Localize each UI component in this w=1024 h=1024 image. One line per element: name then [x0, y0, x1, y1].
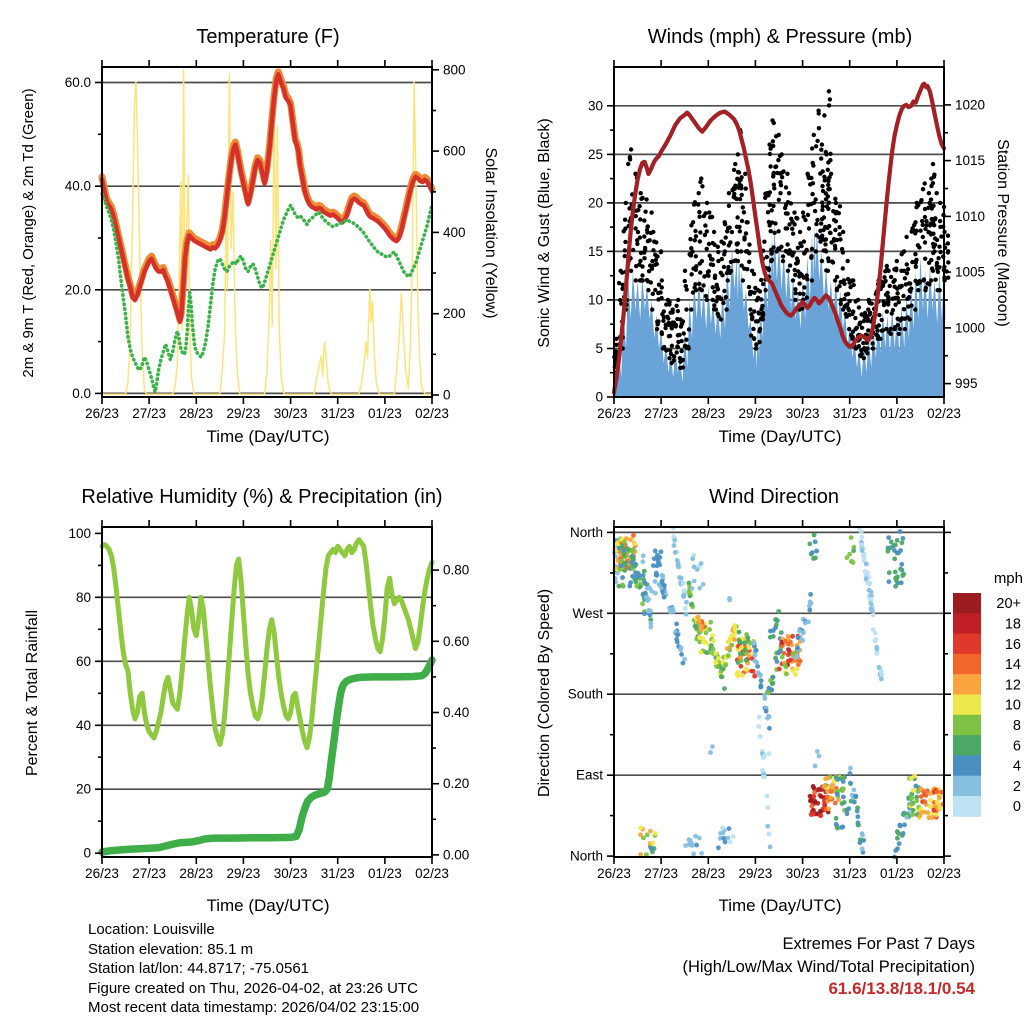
total-precip-line [102, 660, 432, 852]
svg-text:30/23: 30/23 [273, 866, 308, 881]
svg-text:800: 800 [443, 62, 466, 78]
recent-timestamp: Most recent data timestamp: 2026/04/02 23:15:00 [88, 999, 420, 1016]
humidity-ylabel-left: Percent & Total Rainfall [24, 610, 41, 777]
speed-colorbar [953, 570, 1023, 817]
svg-text:600: 600 [443, 143, 466, 159]
axis-ticks [95, 520, 439, 864]
svg-text:10: 10 [1004, 697, 1021, 714]
gridlines [102, 83, 432, 394]
svg-text:East: East [575, 767, 603, 783]
svg-text:28/23: 28/23 [179, 866, 214, 881]
direction-dots [612, 526, 946, 860]
winds-pressure-chart [512, 0, 1024, 460]
temperature-ylabel-right: Solar Insolation (Yellow) [482, 147, 499, 319]
tick-labels [68, 526, 469, 881]
svg-text:16: 16 [1004, 636, 1021, 653]
svg-text:South: South [567, 686, 603, 702]
humidity-precip-xlabel: Time (Day/UTC) [206, 896, 330, 915]
svg-text:18: 18 [1004, 616, 1021, 633]
svg-text:0: 0 [595, 389, 603, 405]
svg-text:5: 5 [595, 341, 603, 356]
svg-text:30/23: 30/23 [273, 406, 308, 421]
svg-text:02/23: 02/23 [415, 406, 449, 421]
svg-text:20.0: 20.0 [64, 282, 91, 298]
direction-ylabel-left: Direction (Colored By Speed) [536, 588, 553, 798]
svg-text:27/23: 27/23 [644, 866, 678, 881]
station-location: Location: Louisville [88, 921, 215, 938]
series-layer [102, 70, 432, 394]
svg-text:25: 25 [587, 146, 603, 162]
winds-ylabel-left: Sonic Wind & Gust (Blue, Black) [536, 118, 553, 348]
svg-text:31/23: 31/23 [832, 406, 867, 421]
svg-text:29/23: 29/23 [226, 406, 261, 421]
svg-text:30/23: 30/23 [785, 866, 820, 881]
svg-text:0.20: 0.20 [443, 776, 470, 792]
axis-ticks [607, 520, 951, 864]
extremes-block [512, 933, 975, 1001]
svg-text:02/23: 02/23 [927, 406, 961, 421]
station-latlon: Station lat/lon: 44.8717; -75.0561 [88, 960, 310, 977]
svg-text:28/23: 28/23 [179, 406, 214, 421]
svg-text:1020: 1020 [955, 97, 986, 113]
svg-text:26/23: 26/23 [597, 406, 631, 421]
svg-text:26/23: 26/23 [597, 866, 631, 881]
pressure-ylabel-right: Station Pressure (Maroon) [994, 139, 1011, 327]
station-info [88, 920, 419, 1018]
t9m-line [102, 72, 432, 320]
svg-text:30: 30 [587, 98, 603, 114]
wind-direction-xlabel: Time (Day/UTC) [718, 896, 842, 915]
plot-frame [102, 67, 432, 397]
extremes-subtitle: (High/Low/Max Wind/Total Precipitation) [682, 957, 975, 976]
svg-text:2: 2 [1012, 778, 1021, 795]
svg-text:0.0: 0.0 [72, 385, 91, 401]
figure-created: Figure created on Thu, 2026-04-02, at 23:26 UTC [88, 979, 418, 997]
svg-text:0.80: 0.80 [443, 562, 470, 578]
svg-text:28/23: 28/23 [691, 406, 726, 421]
svg-text:8: 8 [1012, 717, 1021, 734]
svg-text:100: 100 [68, 525, 91, 541]
temperature-title: Temperature (F) [196, 26, 340, 48]
svg-text:27/23: 27/23 [132, 406, 166, 421]
temperature-xlabel: Time (Day/UTC) [206, 427, 330, 446]
series-layer [102, 540, 432, 852]
svg-text:20: 20 [75, 781, 91, 797]
svg-text:1000: 1000 [955, 320, 986, 336]
svg-text:27/23: 27/23 [132, 866, 166, 881]
svg-text:60: 60 [75, 653, 91, 669]
series-layer [612, 84, 950, 397]
svg-text:6: 6 [1012, 738, 1021, 755]
svg-text:27/23: 27/23 [644, 406, 678, 421]
winds-pressure-xlabel: Time (Day/UTC) [718, 427, 842, 446]
svg-text:0: 0 [443, 387, 451, 403]
relative-humidity-line [102, 540, 432, 748]
humidity-precip-chart [0, 460, 512, 920]
svg-text:995: 995 [955, 376, 978, 392]
wind-direction-chart [512, 460, 1024, 920]
svg-text:20: 20 [587, 195, 603, 211]
colorbar-title: mph [993, 570, 1023, 587]
temperature-ylabel-left: 2m & 9m T (Red, Orange) & 2m Td (Green) [20, 88, 37, 378]
svg-text:01/23: 01/23 [368, 866, 402, 881]
wind-direction-title: Wind Direction [708, 486, 840, 508]
plot-frame [102, 527, 432, 857]
svg-text:80: 80 [75, 589, 91, 605]
svg-text:29/23: 29/23 [738, 866, 773, 881]
svg-text:28/23: 28/23 [691, 866, 726, 881]
svg-text:30/23: 30/23 [785, 406, 820, 421]
svg-text:29/23: 29/23 [226, 866, 261, 881]
svg-text:North: North [569, 524, 603, 540]
temperature-chart [0, 0, 512, 460]
extremes-values: 61.6/13.8/18.1/0.54 [828, 979, 975, 998]
svg-text:North: North [569, 848, 603, 864]
station-elevation: Station elevation: 85.1 m [88, 940, 254, 958]
t2m-line [102, 74, 432, 322]
svg-text:31/23: 31/23 [832, 866, 867, 881]
svg-text:0: 0 [1012, 799, 1021, 816]
svg-text:40: 40 [75, 717, 91, 733]
svg-text:1005: 1005 [955, 264, 986, 280]
svg-text:60.0: 60.0 [64, 75, 91, 90]
svg-text:400: 400 [443, 224, 466, 240]
svg-text:29/23: 29/23 [738, 406, 773, 421]
series-layer [612, 526, 946, 860]
svg-text:31/23: 31/23 [320, 866, 355, 881]
svg-text:20+: 20+ [996, 596, 1021, 613]
svg-text:01/23: 01/23 [880, 406, 914, 421]
svg-text:40.0: 40.0 [64, 178, 91, 194]
extremes-title: Extremes For Past 7 Days [782, 935, 975, 953]
svg-text:26/23: 26/23 [85, 866, 119, 881]
svg-text:15: 15 [587, 243, 603, 259]
svg-text:4: 4 [1012, 758, 1021, 775]
svg-text:10: 10 [587, 292, 603, 308]
svg-text:1010: 1010 [955, 208, 986, 224]
svg-text:0.00: 0.00 [443, 847, 470, 863]
svg-text:1015: 1015 [955, 153, 986, 169]
tick-labels [568, 525, 961, 881]
svg-text:01/23: 01/23 [368, 406, 402, 421]
svg-text:0: 0 [83, 845, 91, 861]
svg-text:26/23: 26/23 [85, 406, 119, 421]
svg-text:12: 12 [1004, 677, 1021, 694]
svg-text:West: West [572, 605, 603, 621]
humidity-precip-title: Relative Humidity (%) & Precipitation (in) [81, 486, 443, 508]
svg-text:31/23: 31/23 [320, 406, 355, 421]
winds-pressure-title: Winds (mph) & Pressure (mb) [647, 26, 913, 48]
svg-text:01/23: 01/23 [880, 866, 914, 881]
svg-text:02/23: 02/23 [927, 866, 961, 881]
svg-text:02/23: 02/23 [415, 866, 449, 881]
solar-line [102, 70, 432, 394]
svg-text:0.60: 0.60 [443, 633, 470, 649]
svg-text:200: 200 [443, 306, 466, 322]
svg-text:0.40: 0.40 [443, 705, 470, 720]
svg-text:14: 14 [1004, 657, 1021, 674]
